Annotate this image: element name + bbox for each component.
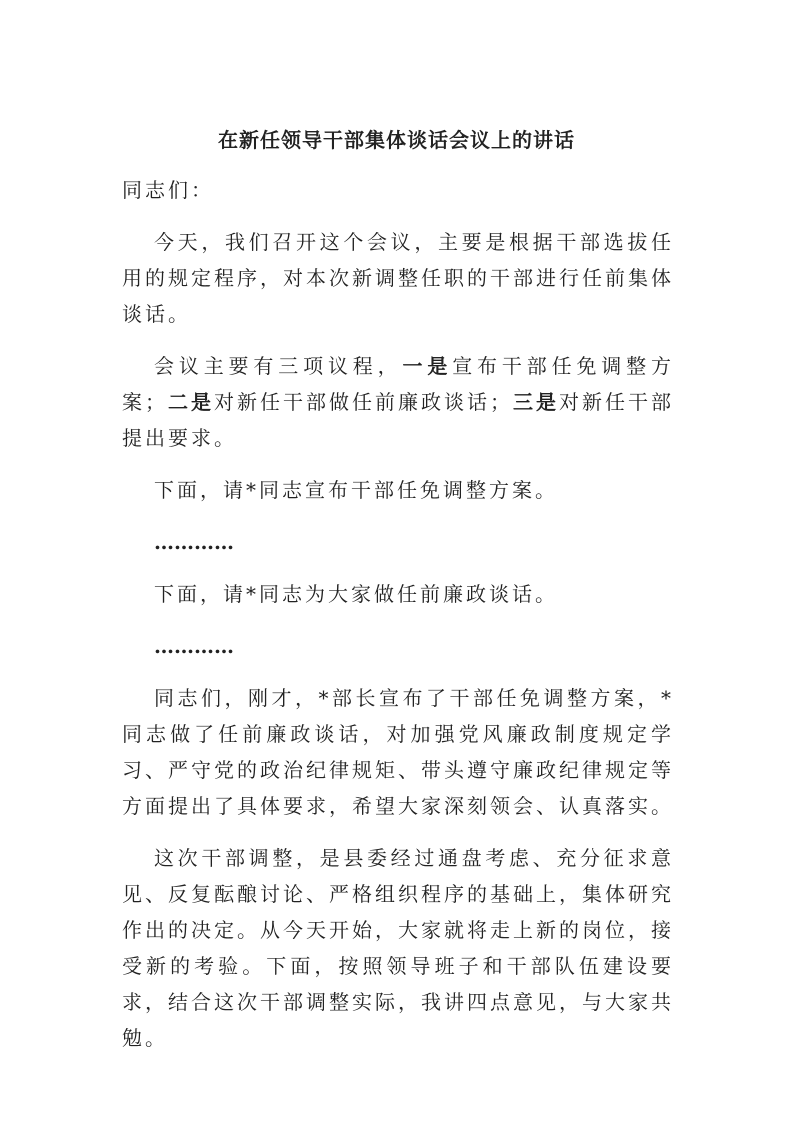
agenda-item-1: 宣布干部任免调整方案； bbox=[122, 354, 675, 414]
paragraph-summary: 同志们，刚才，*部长宣布了干部任免调整方案，*同志做了任前廉政谈话，对加强党风廉政制度规定学习、严守党的政治纪律规矩、带头遵守廉政纪律规定等方面提出了具体要求，希望大家深刻领会、认真落实。 bbox=[122, 686, 674, 818]
paragraph-adjustment: 这次干部调整，是县委经过通盘考虑、充分征求意见、反复酝酿讨论、严格组织程序的基础上，集体研究作出的决定。从今天开始，大家就将走上新的岗位，接受新的考验。下面，按照领导班子和干部队伍建设要求，结合这次干部调整实际，我讲四点意见，与大家共勉。 bbox=[122, 846, 674, 1050]
salutation: 同志们： bbox=[122, 178, 214, 202]
document-body bbox=[122, 172, 674, 1072]
agenda-label-1: 一是 bbox=[402, 354, 453, 378]
paragraph-opening: 今天，我们召开这个会议，主要是根据干部选拔任用的规定程序，对本次新调整任职的干部进行任前集体谈话。 bbox=[122, 230, 674, 326]
paragraph-agenda bbox=[122, 348, 674, 456]
paragraph-integrity-talk: 下面，请*同志为大家做任前廉政谈话。 bbox=[154, 582, 558, 606]
agenda-item-3: 对新任干部提出要求。 bbox=[122, 390, 674, 450]
agenda-label-3: 三是 bbox=[513, 390, 559, 414]
ellipsis-2: ………… bbox=[154, 634, 234, 658]
agenda-intro: 会议主要有三项议程， bbox=[154, 354, 403, 378]
agenda-label-2: 二是 bbox=[168, 390, 214, 414]
document-title: 在新任领导干部集体谈话会议上的讲话 bbox=[218, 128, 575, 152]
agenda-item-2: 对新任干部做任前廉政谈话； bbox=[214, 390, 513, 414]
ellipsis-1: ………… bbox=[154, 530, 234, 554]
paragraph-announce-plan: 下面，请*同志宣布干部任免调整方案。 bbox=[154, 478, 558, 502]
